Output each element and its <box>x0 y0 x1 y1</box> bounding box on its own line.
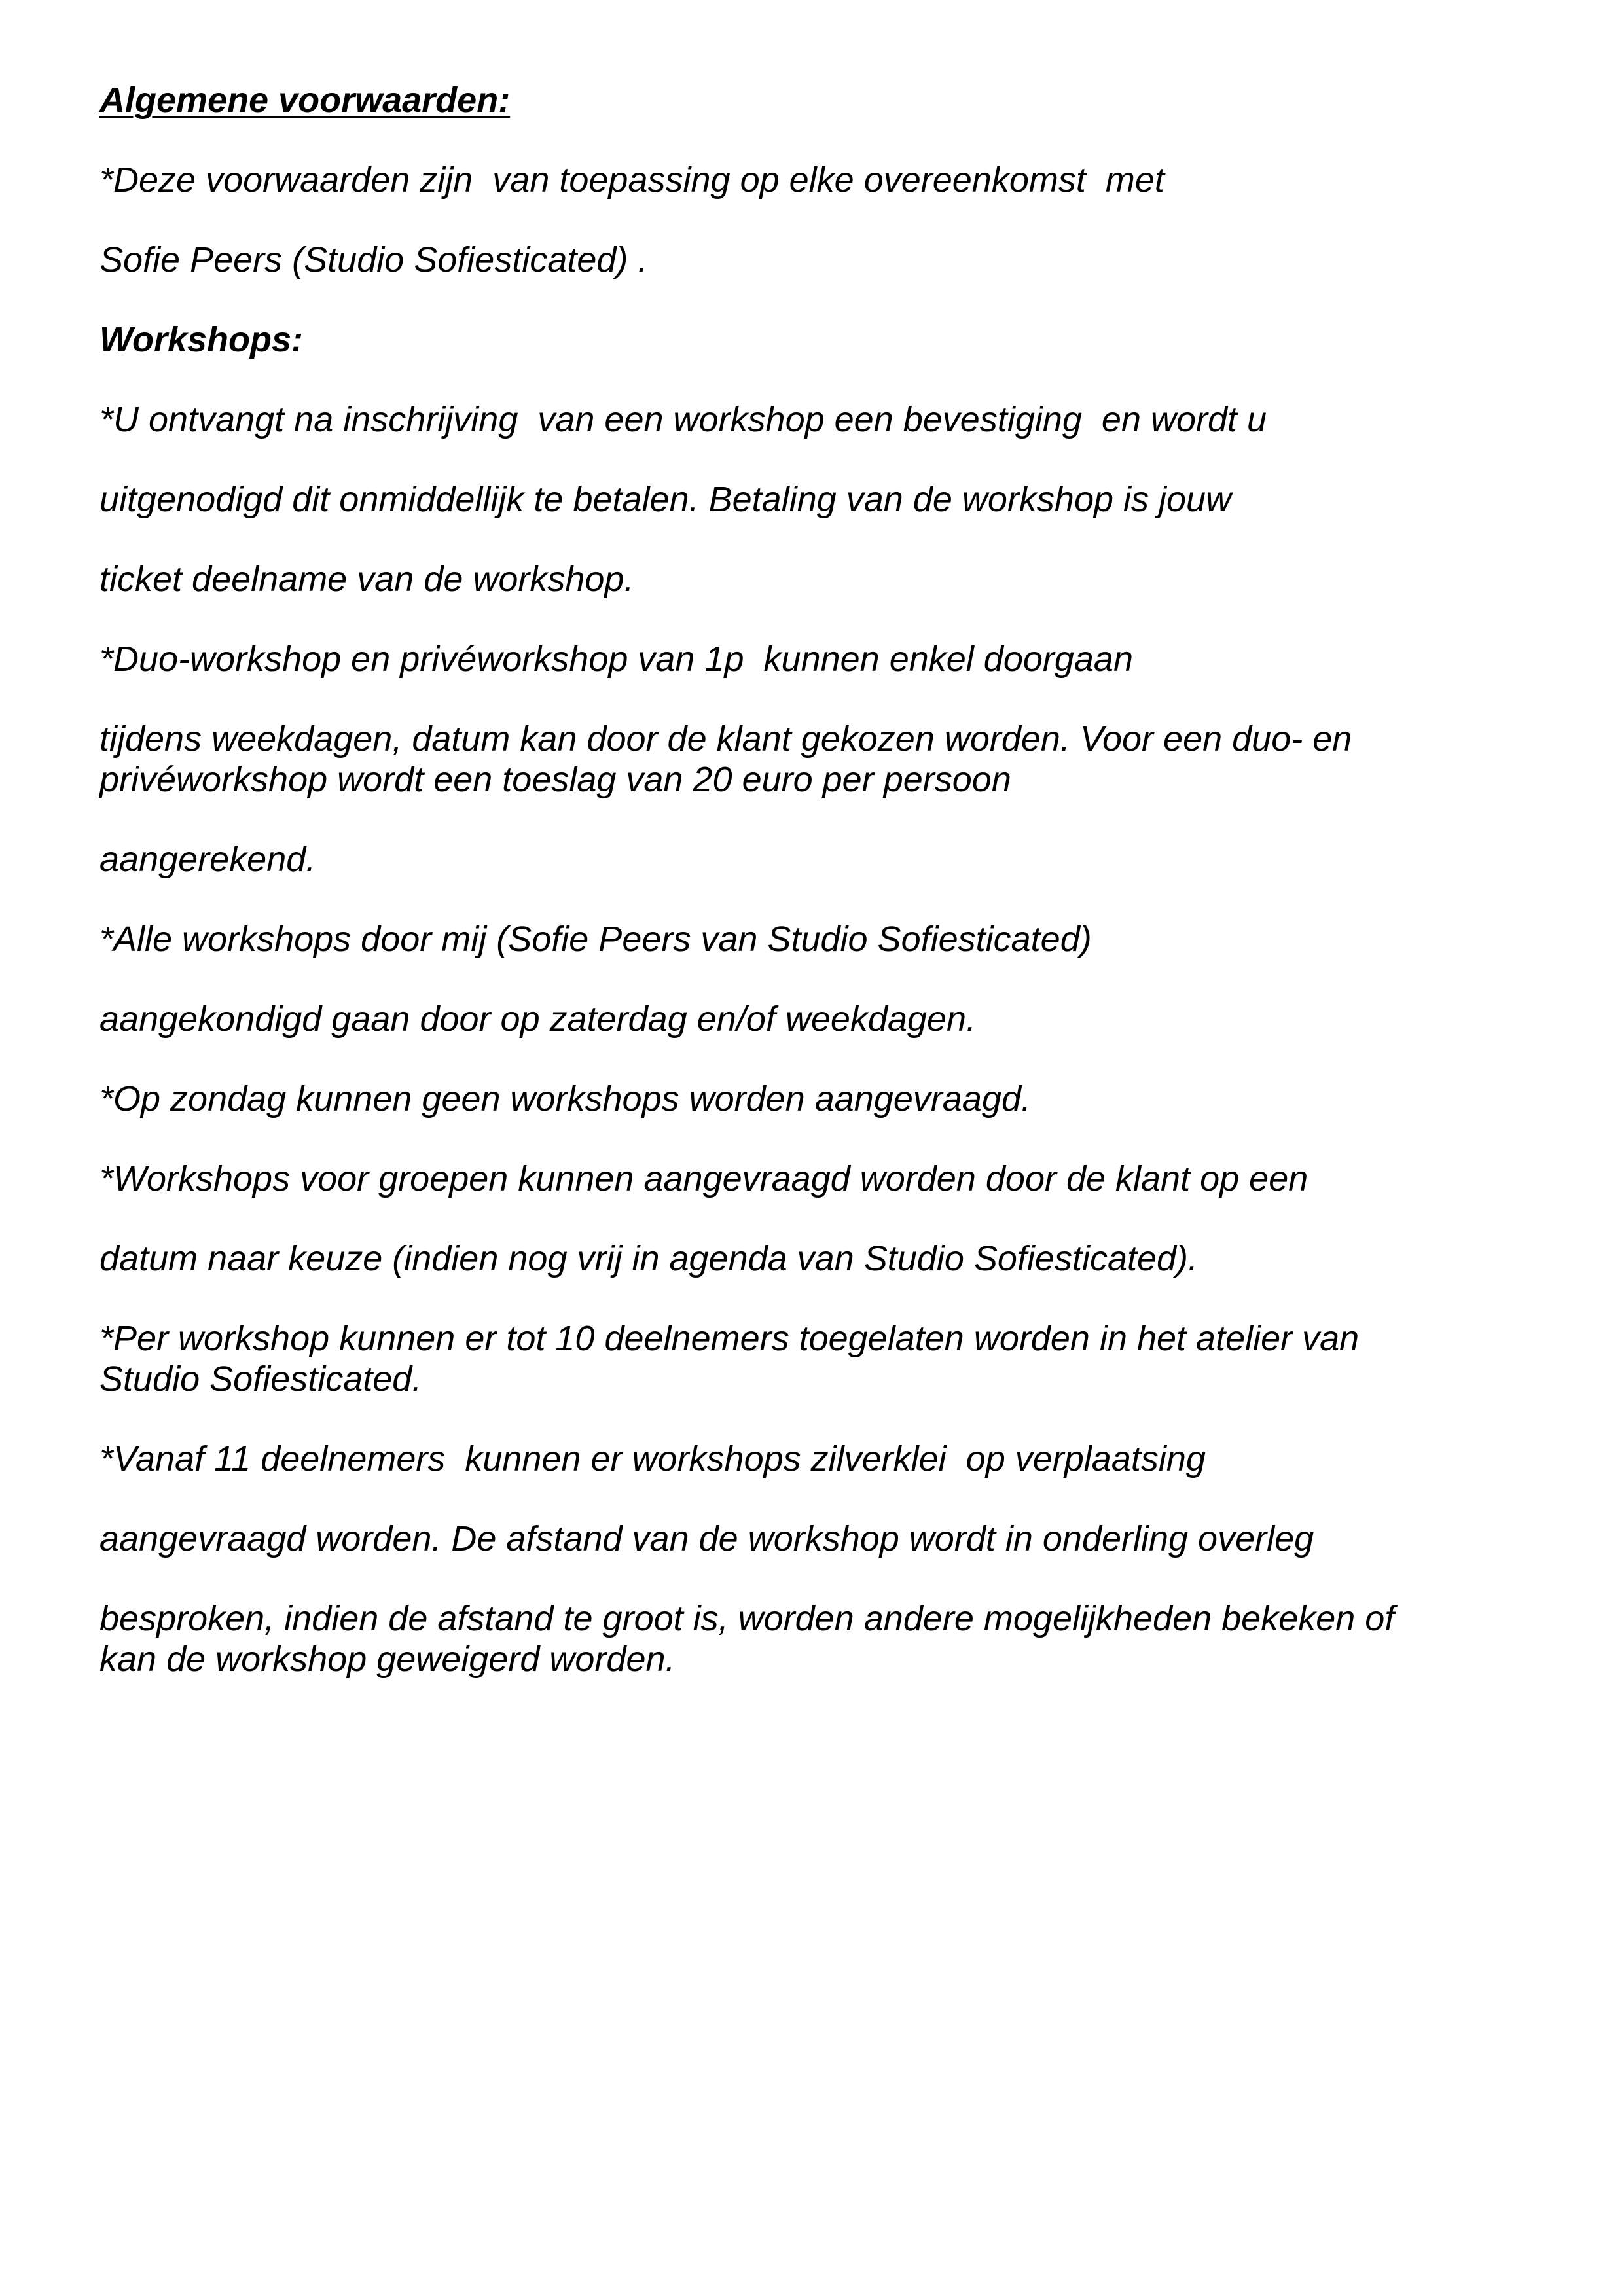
workshop-paragraph: tijdens weekdagen, datum kan door de klant gekozen worden. Voor een duo- en privéworkshop wordt een toeslag van 20 euro per persoon <box>99 719 1352 799</box>
workshop-paragraph: aangevraagd worden. De afstand van de workshop wordt in onderling overleg <box>99 1519 1314 1558</box>
intro-paragraph: *Deze voorwaarden zijn van toepassing op elke overeenkomst met <box>99 160 1164 200</box>
workshop-paragraph: datum naar keuze (indien nog vrij in agenda van Studio Sofiesticated). <box>99 1239 1199 1278</box>
workshop-paragraph: *Duo-workshop en privéworkshop van 1p kunnen enkel doorgaan <box>99 639 1133 679</box>
workshop-paragraph: *Alle workshops door mij (Sofie Peers van Studio Sofiesticated) <box>99 920 1092 959</box>
workshop-paragraph: *Vanaf 11 deelnemers kunnen er workshops zilverklei op verplaatsing <box>99 1439 1206 1479</box>
workshop-paragraph: uitgenodigd dit onmiddellijk te betalen. Betaling van de workshop is jouw <box>99 480 1232 519</box>
workshop-paragraph: *Op zondag kunnen geen workshops worden aangevraagd. <box>99 1079 1032 1119</box>
document-title: Algemene voorwaarden: <box>99 81 511 120</box>
workshop-paragraph: aangekondigd gaan door op zaterdag en/of weekdagen. <box>99 999 977 1039</box>
intro-paragraph: Sofie Peers (Studio Sofiesticated) . <box>99 240 648 279</box>
workshop-paragraph: besproken, indien de afstand te groot is, worden andere mogelijkheden bekeken of kan de workshop geweigerd worden. <box>99 1599 1395 1679</box>
workshop-paragraph: aangerekend. <box>99 840 316 879</box>
section-heading-workshops: Workshops: <box>99 320 304 359</box>
workshop-paragraph: *U ontvangt na inschrijving van een workshop een bevestiging en wordt u <box>99 400 1267 439</box>
document-body <box>99 80 1540 1719</box>
workshop-paragraph: *Workshops voor groepen kunnen aangevraagd worden door de klant op een <box>99 1159 1308 1198</box>
workshop-paragraph: *Per workshop kunnen er tot 10 deelnemers toegelaten worden in het atelier van Studio Sofiesticated. <box>99 1319 1360 1399</box>
workshop-paragraph: ticket deelname van de workshop. <box>99 560 634 599</box>
